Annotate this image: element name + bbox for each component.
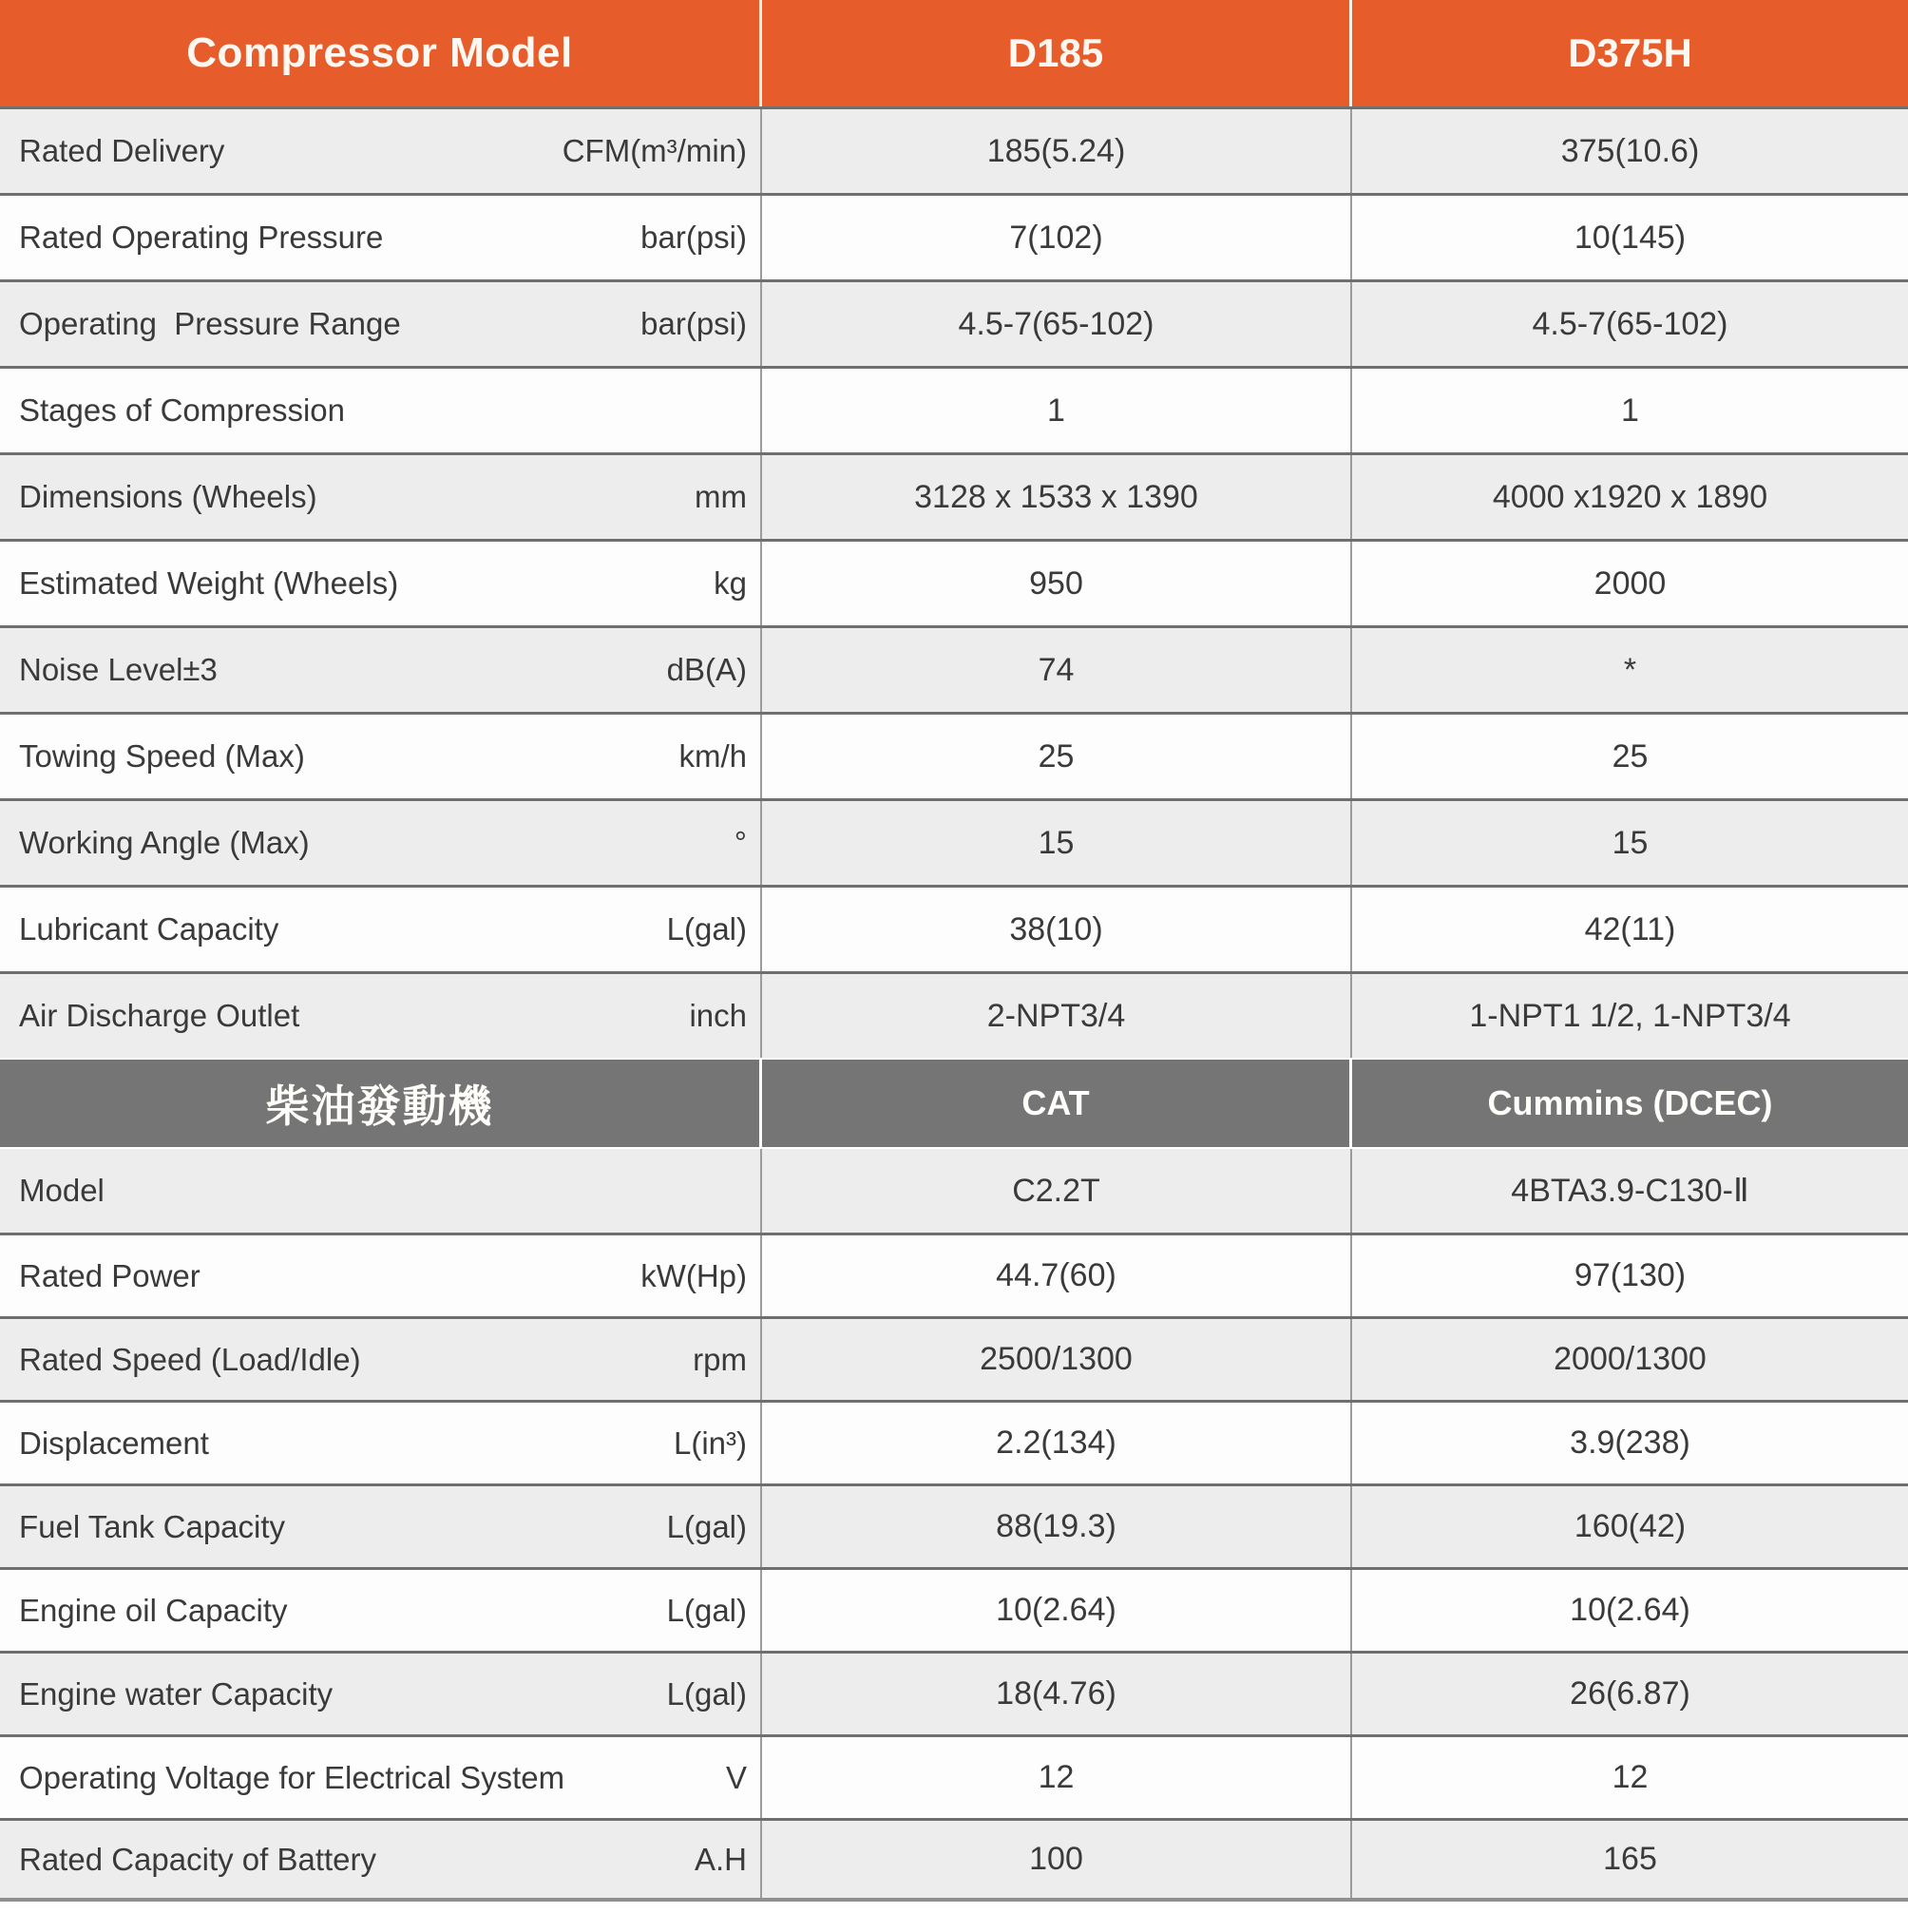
row-value-d185: 2-NPT3/4 — [986, 997, 1126, 1034]
table-row-engine-oil-capacity — [0, 1567, 1908, 1651]
row-label: Rated Delivery — [19, 133, 225, 168]
table-row-dimensions — [0, 452, 1908, 539]
table-row-estimated-weight — [0, 539, 1908, 625]
row-unit: bar(psi) — [640, 220, 747, 255]
row-label: Stages of Compression — [19, 392, 346, 428]
table-row-operating-voltage — [0, 1734, 1908, 1818]
row-value-d185: 2500/1300 — [980, 1341, 1133, 1377]
row-unit: mm — [695, 479, 747, 514]
row-unit: L(gal) — [666, 1592, 747, 1628]
row-unit: rpm — [693, 1341, 747, 1377]
table-row-engine-water-capacity — [0, 1651, 1908, 1734]
table-header-row — [0, 0, 1908, 106]
table-row-noise-level — [0, 625, 1908, 712]
row-label: Noise Level±3 — [19, 652, 218, 687]
row-unit: CFM(m³/min) — [562, 133, 747, 168]
row-value-d185: 18(4.76) — [996, 1675, 1116, 1712]
row-value-d375h: 2000/1300 — [1554, 1341, 1707, 1377]
row-unit: inch — [689, 998, 747, 1033]
table-row-operating-pressure-range — [0, 279, 1908, 366]
row-unit: L(gal) — [666, 911, 747, 947]
row-value-d375h: 4000 x1920 x 1890 — [1492, 478, 1768, 515]
row-value-d185: 185(5.24) — [986, 132, 1126, 169]
row-value-d185: 7(102) — [1009, 219, 1103, 256]
row-unit: V — [725, 1759, 747, 1795]
row-value-d375h: 12 — [1612, 1759, 1649, 1795]
row-label: Estimated Weight (Wheels) — [19, 565, 399, 601]
engine-section-title: 柴油發動機 — [265, 1081, 494, 1131]
row-unit: ° — [734, 825, 747, 860]
row-value-d375h: * — [1623, 651, 1637, 688]
header-model-label-cell — [0, 0, 762, 106]
table-row-engine-model — [0, 1149, 1908, 1233]
row-label: Displacement — [19, 1425, 209, 1461]
row-unit: L(gal) — [666, 1508, 747, 1544]
header-model-d375h-cell — [1352, 0, 1908, 106]
row-value-d185: 38(10) — [1009, 910, 1103, 947]
table-row-lubricant-capacity — [0, 885, 1908, 971]
row-value-d185: 74 — [1038, 651, 1075, 688]
row-value-d185: 2.2(134) — [996, 1425, 1116, 1461]
row-label: Operating Pressure Range — [19, 306, 401, 341]
row-value-d185: 88(19.3) — [996, 1508, 1116, 1544]
row-label: Working Angle (Max) — [19, 825, 310, 860]
engine-brand-cummins-cell — [1352, 1060, 1908, 1147]
row-unit: dB(A) — [666, 652, 747, 687]
row-value-d185: 950 — [1029, 564, 1083, 602]
row-value-d185: 15 — [1038, 824, 1075, 861]
engine-brand-cat: CAT — [1021, 1083, 1090, 1122]
table-row-displacement — [0, 1400, 1908, 1483]
header-model-d185: D185 — [1007, 30, 1104, 75]
row-value-d185: 44.7(60) — [996, 1257, 1116, 1293]
row-label: Rated Power — [19, 1257, 200, 1293]
row-value-d185: C2.2T — [1012, 1172, 1100, 1209]
row-value-d185: 12 — [1038, 1759, 1075, 1795]
header-model-d375h: D375H — [1568, 30, 1692, 75]
table-row-working-angle — [0, 798, 1908, 885]
engine-section-title-cell — [0, 1060, 762, 1147]
row-value-d375h: 4.5-7(65-102) — [1532, 305, 1728, 342]
table-row-battery-capacity — [0, 1818, 1908, 1902]
header-model-label: Compressor Model — [186, 29, 573, 76]
table-row-towing-speed — [0, 712, 1908, 798]
row-value-d185: 25 — [1038, 737, 1075, 775]
header-model-d185-cell — [762, 0, 1352, 106]
row-value-d375h: 3.9(238) — [1570, 1425, 1690, 1461]
row-label: Lubricant Capacity — [19, 911, 279, 947]
table-row-air-discharge-outlet — [0, 971, 1908, 1058]
row-unit: A.H — [694, 1841, 747, 1877]
row-value-d375h: 160(42) — [1574, 1508, 1687, 1544]
row-value-d375h: 42(11) — [1584, 910, 1676, 947]
row-unit: bar(psi) — [640, 306, 747, 341]
row-value-d375h: 2000 — [1593, 564, 1667, 602]
row-label: Engine water Capacity — [19, 1675, 334, 1712]
row-label: Rated Capacity of Battery — [19, 1841, 377, 1877]
row-label: Towing Speed (Max) — [19, 738, 305, 774]
row-unit: km/h — [678, 738, 747, 774]
row-label: Dimensions (Wheels) — [19, 479, 317, 514]
row-unit: kW(Hp) — [640, 1257, 747, 1293]
table-row-stages-of-compression — [0, 366, 1908, 452]
row-value-d185: 10(2.64) — [996, 1592, 1116, 1628]
table-row-fuel-tank-capacity — [0, 1483, 1908, 1567]
table-row-rated-operating-pressure — [0, 193, 1908, 279]
row-label: Operating Voltage for Electrical System — [19, 1759, 565, 1795]
row-value-d185: 1 — [1047, 392, 1065, 429]
table-row-rated-power — [0, 1233, 1908, 1316]
row-label: Air Discharge Outlet — [19, 998, 300, 1033]
row-value-d375h: 1-NPT1 1/2, 1-NPT3/4 — [1469, 997, 1791, 1034]
row-value-d375h: 26(6.87) — [1570, 1675, 1690, 1712]
table-row-rated-speed — [0, 1316, 1908, 1400]
table-row-rated-delivery — [0, 106, 1908, 193]
row-value-d375h: 165 — [1603, 1841, 1657, 1877]
row-value-d375h: 10(145) — [1574, 219, 1687, 256]
row-value-d185: 3128 x 1533 x 1390 — [914, 478, 1198, 515]
row-value-d375h: 15 — [1612, 824, 1649, 861]
row-value-d375h: 4BTA3.9-C130-Ⅱ — [1511, 1173, 1749, 1209]
row-value-d375h: 25 — [1612, 737, 1649, 775]
row-label: Model — [19, 1173, 105, 1208]
engine-brand-cat-cell — [762, 1060, 1352, 1147]
row-unit: L(in³) — [673, 1425, 747, 1461]
row-value-d185: 4.5-7(65-102) — [958, 305, 1154, 342]
row-value-d375h: 97(130) — [1574, 1257, 1687, 1293]
row-unit: kg — [714, 565, 747, 601]
engine-brand-cummins: Cummins (DCEC) — [1487, 1083, 1773, 1122]
row-label: Engine oil Capacity — [19, 1592, 288, 1628]
row-value-d375h: 1 — [1621, 392, 1639, 429]
row-value-d375h: 10(2.64) — [1570, 1592, 1690, 1628]
row-label: Fuel Tank Capacity — [19, 1508, 286, 1544]
row-unit: L(gal) — [666, 1675, 747, 1712]
row-value-d185: 100 — [1029, 1841, 1083, 1877]
row-value-d375h: 375(10.6) — [1560, 132, 1700, 169]
engine-section-header-row — [0, 1058, 1908, 1149]
row-label: Rated Operating Pressure — [19, 220, 384, 255]
row-label: Rated Speed (Load/Idle) — [19, 1341, 361, 1377]
